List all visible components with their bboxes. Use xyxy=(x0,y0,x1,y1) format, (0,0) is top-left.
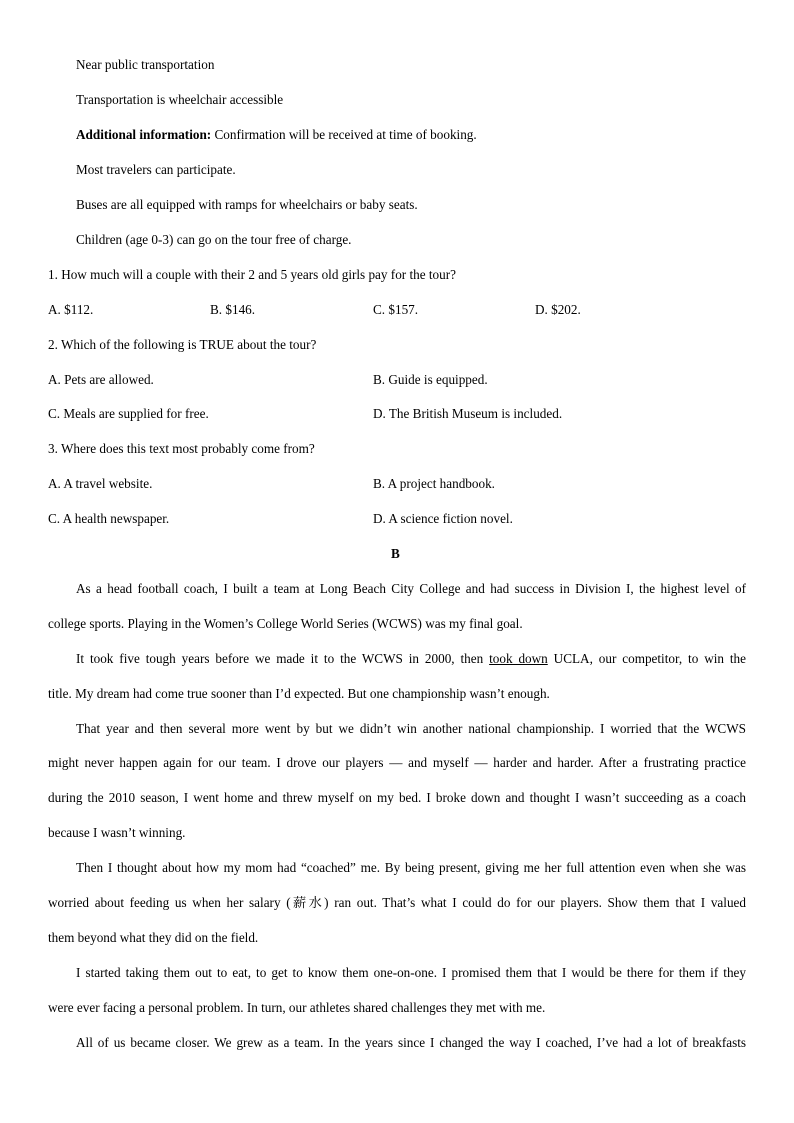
paragraph-2-text-a: It took five tough years before we made it to the WCWS in 2000, then xyxy=(76,651,490,666)
paragraph-6-line-1: All of us became closer. We grew as a team. In the years since I changed the way I coached, I’ve had a lot of breakfasts xyxy=(76,1035,746,1050)
question-3-option-d: D. A science fiction novel. xyxy=(373,511,513,526)
question-2-option-a: A. Pets are allowed. xyxy=(48,372,154,387)
paragraph-1-line-2: college sports. Playing in the Women’s College World Series (WCWS) was my final goal. xyxy=(48,616,523,631)
paragraph-5-line-1: I started taking them out to eat, to get to know them one-on-one. I promised them that I would be there for them if they xyxy=(76,965,746,980)
paragraph-1-line-1: As a head football coach, I built a team at Long Beach City College and had success in Division I, the highest level of xyxy=(76,581,746,596)
question-2-option-d: D. The British Museum is included. xyxy=(373,406,563,421)
question-1-option-b: B. $146. xyxy=(210,302,256,317)
paragraph-2-line-1 xyxy=(76,650,746,668)
question-2-option-c: C. Meals are supplied for free. xyxy=(48,406,209,421)
paragraph-4-line-2: worried about feeding us when her salary (薪水) ran out. That’s what I could do for our players. Show them that I valued xyxy=(48,895,746,910)
buses-line: Buses are all equipped with ramps for wheelchairs or baby seats. xyxy=(76,197,418,212)
paragraph-3-line-3: during the 2010 season, I went home and threw myself on my bed. I broke down and thought I wasn’t succeeding as a coach xyxy=(48,790,746,805)
question-3-option-b: B. A project handbook. xyxy=(373,476,495,491)
additional-info-label: Additional information: xyxy=(76,127,212,142)
question-1-option-a: A. $112. xyxy=(48,302,94,317)
question-3-stem: 3. Where does this text most probably come from? xyxy=(48,441,315,456)
paragraph-3-line-4: because I wasn’t winning. xyxy=(48,825,186,840)
additional-info-text: Confirmation will be received at time of booking. xyxy=(211,127,477,142)
paragraph-4-line-3: them beyond what they did on the field. xyxy=(48,930,259,945)
question-3-option-a: A. A travel website. xyxy=(48,476,153,491)
question-1-option-d: D. $202. xyxy=(535,302,581,317)
paragraph-5-line-2: were ever facing a personal problem. In turn, our athletes shared challenges they met with me. xyxy=(48,1000,546,1015)
question-1-option-c: C. $157. xyxy=(373,302,419,317)
paragraph-2-text-b: UCLA, our competitor, to win the xyxy=(547,651,746,666)
question-3-option-c: C. A health newspaper. xyxy=(48,511,170,526)
paragraph-3-line-2: might never happen again for our team. I drove our players — and myself — harder and harder. After a frustrating practice xyxy=(48,755,746,770)
question-2-option-b: B. Guide is equipped. xyxy=(373,372,488,387)
most-travelers-line: Most travelers can participate. xyxy=(76,162,236,177)
paragraph-2-line-2: title. My dream had come true sooner than I’d expected. But one championship wasn’t enough. xyxy=(48,686,550,701)
paragraph-3-line-1: That year and then several more went by but we didn’t win another national championship. I worried that the WCWS xyxy=(76,721,746,736)
transport-near-line: Near public transportation xyxy=(76,57,215,72)
question-1-stem: 1. How much will a couple with their 2 and 5 years old girls pay for the tour? xyxy=(48,267,456,282)
section-heading: B xyxy=(391,546,400,561)
additional-info-line xyxy=(76,126,477,144)
transport-wheelchair-line: Transportation is wheelchair accessible xyxy=(76,92,284,107)
children-line: Children (age 0-3) can go on the tour free of charge. xyxy=(76,232,352,247)
question-2-stem: 2. Which of the following is TRUE about the tour? xyxy=(48,337,317,352)
underlined-phrase: took down xyxy=(489,651,548,666)
paragraph-4-line-1: Then I thought about how my mom had “coached” me. By being present, giving me her full attention even when she was xyxy=(76,860,746,875)
